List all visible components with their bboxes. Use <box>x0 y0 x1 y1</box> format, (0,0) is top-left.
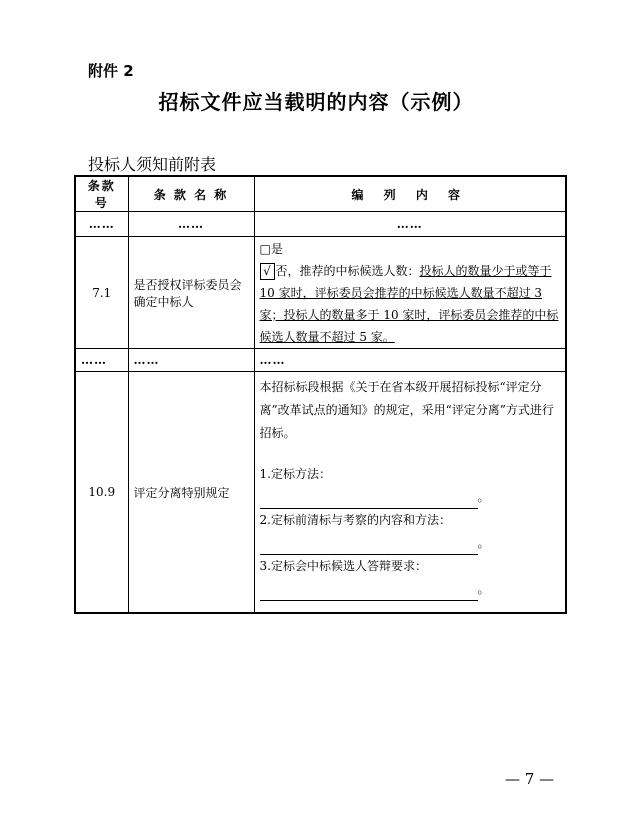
option-yes: □是 <box>259 241 283 256</box>
table-header-row <box>75 176 566 212</box>
option-no-label: 否，推荐的中标候选人数： <box>275 263 420 278</box>
table-row <box>75 212 566 237</box>
ellipsis-cell: …… <box>128 349 254 372</box>
table-row-10-9 <box>75 372 566 614</box>
header-clause-no: 条款号 <box>75 176 128 212</box>
clause-number: 7.1 <box>75 237 128 349</box>
clause-content <box>254 372 566 614</box>
ellipsis-cell: …… <box>254 349 566 372</box>
table-row <box>75 349 566 372</box>
item-award-method: 1.定标方法： <box>259 467 331 481</box>
blank-line[interactable]: 。 <box>260 532 561 555</box>
ellipsis-cell: …… <box>128 212 254 237</box>
header-content: 编 列 内 容 <box>254 176 566 212</box>
item-defense-requirements: 3.定标会中标候选人答辩要求： <box>259 559 427 573</box>
clause-name: 评定分离特别规定 <box>128 372 254 614</box>
blank-line[interactable]: 。 <box>260 578 561 601</box>
annex-label: 附件 2 <box>88 62 134 80</box>
item-clearing-inspection: 2.定标前清标与考察的内容和方法： <box>259 513 451 527</box>
blank-line[interactable]: 。 <box>260 486 561 509</box>
ellipsis-cell: …… <box>75 349 128 372</box>
table-caption: 投标人须知前附表 <box>88 155 217 174</box>
page-number: — 7 — <box>505 770 555 788</box>
ellipsis-cell: …… <box>75 212 128 237</box>
candidate-count-rule: 投标人的数量少于或等于 10 家时，评标委员会推荐的中标候选人数量不超过 3 家；投标人的数量多于 10 家时，评标委员会推荐的中标候选人数量不超过 5 家。 <box>259 263 559 344</box>
checkbox-checked-icon: √ <box>260 263 275 280</box>
table-row-7-1 <box>75 237 566 349</box>
document-title: 招标文件应当载明的内容（示例） <box>158 90 474 114</box>
option-no <box>260 260 561 348</box>
clause-number: 10.9 <box>75 372 128 614</box>
ellipsis-cell: …… <box>254 212 566 237</box>
clause-content <box>254 237 566 349</box>
header-clause-name: 条 款 名 称 <box>128 176 254 212</box>
bid-data-sheet-table <box>74 175 567 614</box>
clause-name: 是否授权评标委员会确定中标人 <box>128 237 254 349</box>
separation-intro: 本招标标段根据《关于在省本级开展招标投标“评定分离”改革试点的通知》的规定，采用“评定分离”方式进行招标。 <box>259 380 554 440</box>
